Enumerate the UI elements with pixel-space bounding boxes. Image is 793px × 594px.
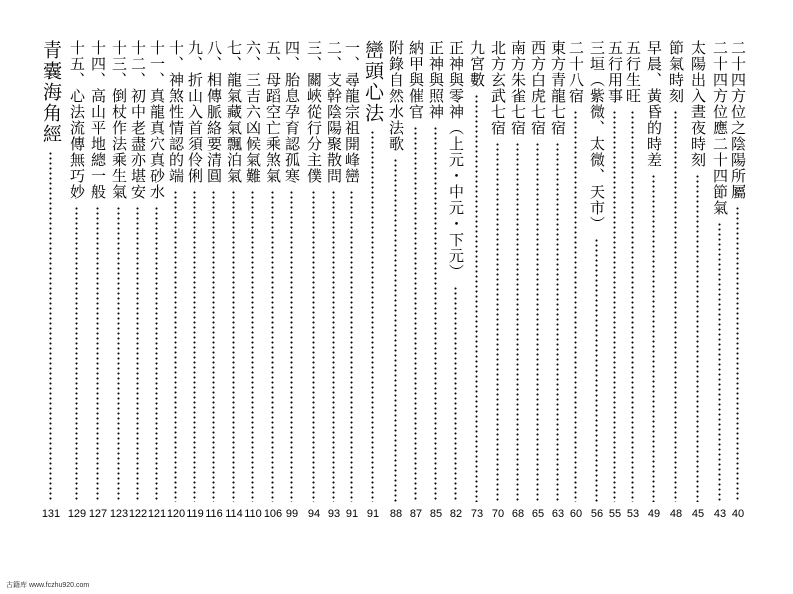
toc-entry-title: 正神與零神（上元・中元・下元） [447, 40, 465, 280]
toc-entry[interactable] [547, 40, 569, 530]
toc-entry-title: 十二、初中老盡亦堪安 [129, 40, 147, 200]
toc-entry-title: 二十八宿 [567, 40, 585, 104]
toc-entry[interactable] [687, 40, 709, 530]
toc-entry-page-number: 94 [307, 508, 321, 520]
toc-entry[interactable] [665, 40, 687, 530]
toc-entry-title: 十四、高山平地總一般 [89, 40, 107, 200]
toc-entry-page-number: 45 [691, 508, 705, 520]
toc-entry-page-number: 131 [41, 508, 61, 520]
leader-dots [136, 206, 139, 502]
toc-entry[interactable] [466, 40, 488, 530]
leader-dots [631, 110, 634, 502]
toc-entry-page-number: 106 [263, 508, 283, 520]
toc-entry-page-number: 122 [128, 508, 148, 520]
toc-entry-page-number: 48 [669, 508, 683, 520]
leader-dots [155, 206, 158, 502]
toc-entry-title: 五行用事 [606, 40, 624, 104]
leader-dots [96, 206, 99, 502]
toc-entry-page-number: 88 [389, 508, 403, 520]
toc-entry[interactable] [323, 40, 345, 530]
leader-dots [332, 190, 335, 502]
toc-entry-title: 附錄自然水法歌 [387, 40, 405, 152]
toc-entry-title: 三垣（紫微、太微、天市） [588, 40, 606, 232]
toc-entry[interactable] [527, 40, 549, 530]
toc-entry-page-number: 56 [590, 508, 604, 520]
toc-entry-title: 九、折山入首須伶俐 [186, 40, 204, 184]
toc-entry-page-number: 87 [409, 508, 423, 520]
leader-dots [595, 238, 598, 502]
toc-entry[interactable] [184, 40, 206, 530]
leader-dots [516, 142, 519, 502]
leader-dots [434, 126, 437, 502]
toc-entry[interactable] [362, 40, 384, 530]
toc-entry[interactable] [487, 40, 509, 530]
toc-entry[interactable] [303, 40, 325, 530]
toc-entry-title: 正神與照神 [427, 40, 445, 120]
toc-entry-page-number: 63 [551, 508, 565, 520]
leader-dots [290, 190, 293, 502]
leader-dots [613, 110, 616, 502]
toc-entry-title: 二、支幹陰陽聚散問 [325, 40, 343, 184]
toc-entry[interactable] [203, 40, 225, 530]
leader-dots [193, 190, 196, 502]
toc-entry-page-number: 82 [449, 508, 463, 520]
toc-entry-page-number: 93 [327, 508, 341, 520]
toc-entry[interactable] [146, 40, 168, 530]
toc-entry-title: 東方青龍七宿 [549, 40, 567, 136]
leader-dots [475, 94, 478, 502]
toc-entry-title: 六、三吉六凶候氣難 [244, 40, 262, 184]
toc-entry-title: 十一、真龍真穴真砂水 [148, 40, 166, 200]
toc-entry-title: 西方白虎七宿 [529, 40, 547, 136]
leader-dots [536, 142, 539, 502]
toc-entry-title: 十三、倒杖作法乘生氣 [110, 40, 128, 200]
leader-dots [350, 190, 353, 502]
toc-entry-page-number: 65 [531, 508, 545, 520]
leader-dots [251, 190, 254, 502]
toc-entry-page-number: 116 [205, 508, 223, 520]
toc-entry-page-number: 73 [470, 508, 484, 520]
toc-entry-page-number: 55 [608, 508, 622, 520]
leader-dots [696, 174, 699, 502]
toc-entry[interactable] [709, 40, 731, 530]
toc-entry-page-number: 114 [225, 508, 243, 520]
toc-entry-title: 七、龍氣藏氣飄泊氣 [225, 40, 243, 184]
footer-watermark: 古籍库 www.fczhu920.com [6, 582, 90, 589]
toc-entry[interactable] [425, 40, 447, 530]
toc-entry[interactable] [40, 40, 62, 530]
toc-entry-page-number: 70 [491, 508, 505, 520]
toc-entry-title: 早晨、黃昏的時差 [645, 40, 663, 168]
toc-entry[interactable] [507, 40, 529, 530]
leader-dots [212, 190, 215, 502]
leader-dots [232, 190, 235, 502]
leader-dots [414, 126, 417, 502]
toc-entry[interactable] [643, 40, 665, 530]
toc-entry-page-number: 49 [647, 508, 661, 520]
toc-entry-page-number: 68 [511, 508, 525, 520]
leader-dots [49, 151, 52, 502]
toc-entry-title: 五、母蹈空亡乘煞氣 [264, 40, 282, 184]
toc-entry[interactable] [445, 40, 467, 530]
toc-entry[interactable] [281, 40, 303, 530]
toc-entry-page-number: 120 [166, 508, 186, 520]
toc-entry-page-number: 110 [244, 508, 262, 520]
leader-dots [454, 286, 457, 502]
toc-entry-title: 三、關峽從行分主僕 [305, 40, 323, 184]
toc-entry[interactable] [223, 40, 245, 530]
toc-entry-title: 二十四方位之陰陽所屬 [729, 40, 747, 200]
leader-dots [736, 206, 739, 502]
toc-entry[interactable] [262, 40, 284, 530]
toc-entry[interactable] [87, 40, 109, 530]
leader-dots [75, 206, 78, 502]
toc-entry[interactable] [127, 40, 149, 530]
toc-entry-title: 太陽出入晝夜時刻 [689, 40, 707, 168]
toc-entry-title: 九宮數 [468, 40, 486, 88]
toc-entry-title: 節氣時刻 [667, 40, 685, 104]
toc-entry[interactable] [66, 40, 88, 530]
toc-entry-page-number: 99 [285, 508, 299, 520]
toc-entry-page-number: 85 [429, 508, 443, 520]
toc-entry-title: 北方玄武七宿 [489, 40, 507, 136]
toc-entry-title: 巒頭心法 [362, 40, 384, 124]
toc-entry-title: 二十四方位應二十四節氣 [711, 40, 729, 216]
toc-entry[interactable] [586, 40, 608, 530]
leader-dots [652, 174, 655, 502]
leader-dots [496, 142, 499, 502]
toc-entry[interactable] [108, 40, 130, 530]
toc-entry[interactable] [242, 40, 264, 530]
toc-entry-title: 納甲與催官 [407, 40, 425, 120]
toc-entry-page-number: 43 [713, 508, 727, 520]
leader-dots [674, 110, 677, 502]
toc-entry[interactable] [405, 40, 427, 530]
toc-entry-title: 十五、心法流傳無巧妙 [68, 40, 86, 200]
toc-entry-page-number: 127 [88, 508, 108, 520]
toc-entry-page-number: 123 [109, 508, 129, 520]
toc-entry-title: 南方朱雀七宿 [509, 40, 527, 136]
toc-entry-page-number: 60 [569, 508, 583, 520]
toc-entry-title: 十、神煞性情認的端 [167, 40, 185, 184]
leader-dots [394, 158, 397, 502]
leader-dots [718, 222, 721, 502]
leader-dots [371, 130, 374, 502]
leader-dots [271, 190, 274, 502]
toc-entry-page-number: 121 [147, 508, 167, 520]
leader-dots [556, 142, 559, 502]
leader-dots [174, 190, 177, 502]
toc-entry[interactable] [385, 40, 407, 530]
toc-entry-title: 五行生旺 [624, 40, 642, 104]
toc-entry-page-number: 91 [345, 508, 359, 520]
toc-entry-title: 一、尋龍宗祖開峰巒 [343, 40, 361, 184]
toc-entry-page-number: 129 [67, 508, 87, 520]
leader-dots [312, 190, 315, 502]
leader-dots [574, 110, 577, 502]
toc-entry-title: 八、相傳脈絡要清圓 [205, 40, 223, 184]
leader-dots [117, 206, 120, 502]
toc-entry-page-number: 40 [731, 508, 745, 520]
toc-entry-page-number: 119 [186, 508, 204, 520]
toc-entry-title: 青囊海角經 [40, 40, 62, 145]
toc-entry-page-number: 91 [366, 508, 380, 520]
toc-entry-title: 四、胎息孕育認孤寒 [283, 40, 301, 184]
toc-entry[interactable] [165, 40, 187, 530]
toc-entry-page-number: 53 [626, 508, 640, 520]
